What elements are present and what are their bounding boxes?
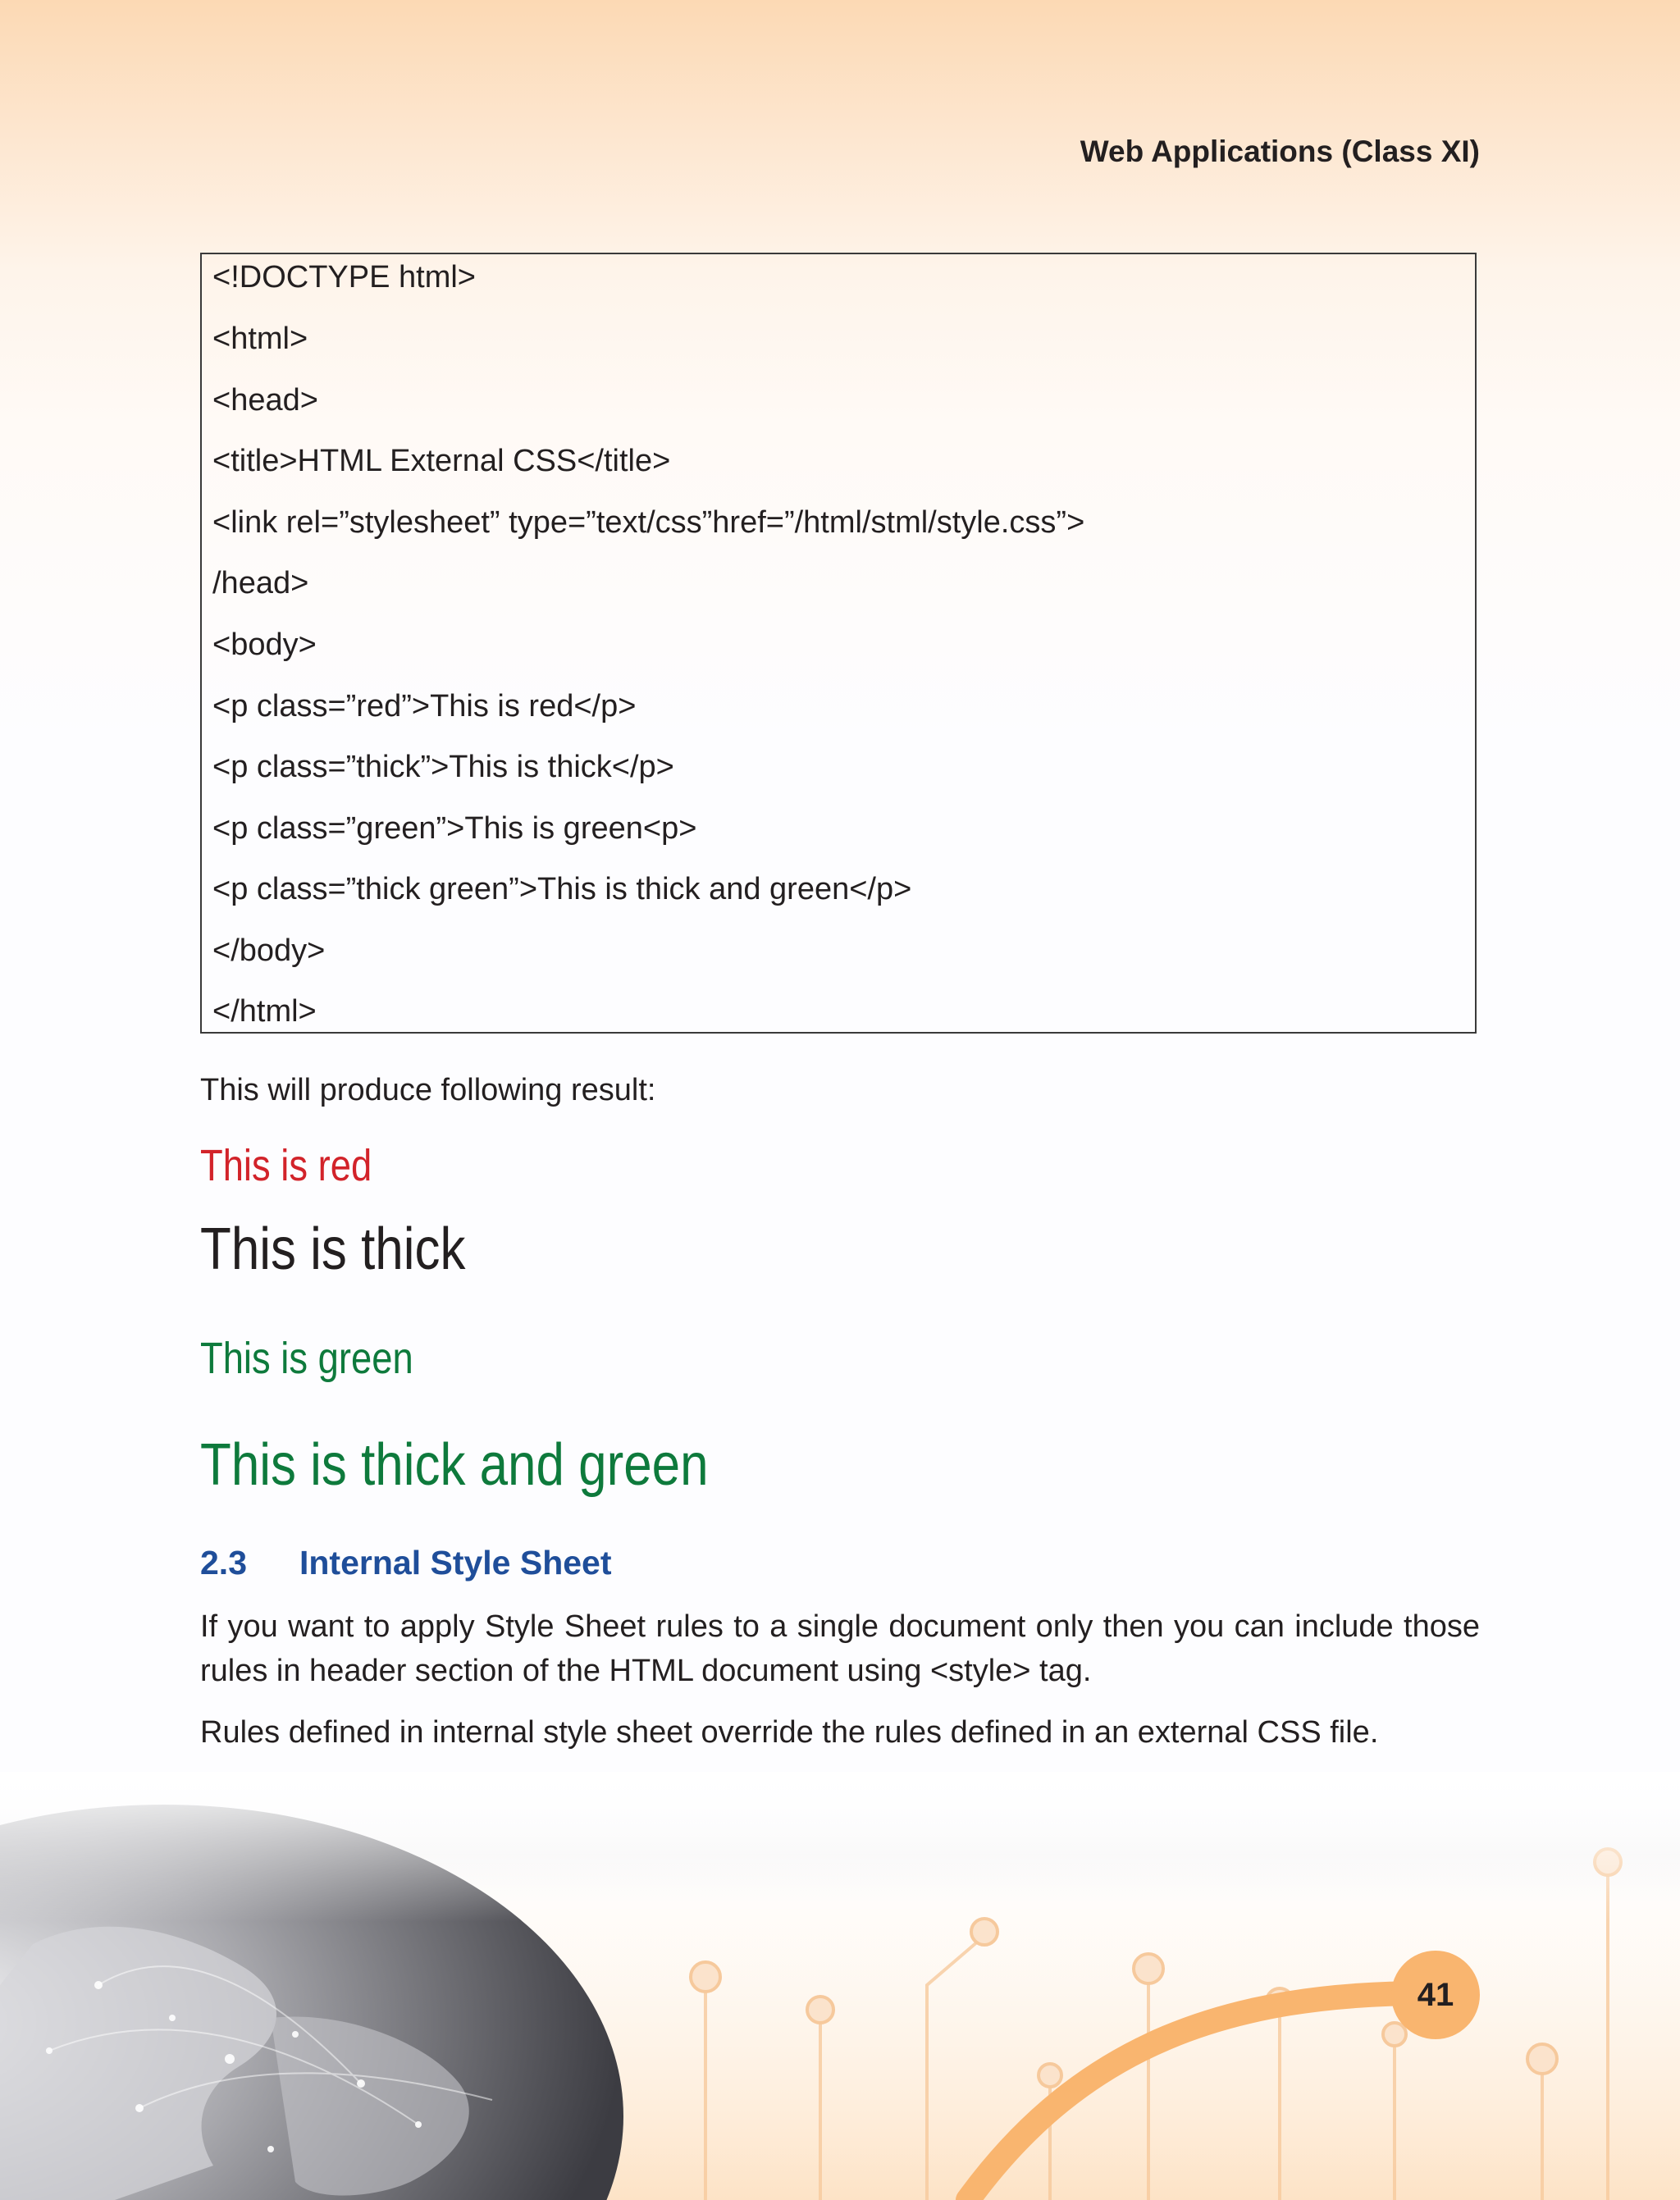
code-line: /head> [212,566,309,600]
section-paragraph: If you want to apply Style Sheet rules to a single document only then you can include those rules in header section of the HTML document using <style> tag. [200,1609,1480,1688]
section-title: Internal Style Sheet [299,1544,612,1582]
code-example-box [200,253,1477,1034]
result-thick-green-text: This is thick and green [200,1432,709,1498]
result-thick-text: This is thick [200,1216,466,1282]
code-line: <head> [212,383,318,418]
result-red-text: This is red [200,1141,372,1190]
code-line: <html> [212,322,308,356]
running-header: Web Applications (Class XI) [1080,135,1480,168]
result-intro-text: This will produce following result: [200,1073,656,1107]
section-number: 2.3 [200,1544,247,1582]
code-line: <p class=”thick green”>This is thick and green</p> [212,872,912,906]
page-number-badge [1391,1951,1480,2039]
code-line: <body> [212,628,317,662]
result-green-text: This is green [200,1334,413,1383]
code-line: <p class=”red”>This is red</p> [212,689,637,723]
code-line: </body> [212,933,326,968]
code-line: <p class=”green”>This is green<p> [212,811,697,846]
code-line: <link rel=”stylesheet” type=”text/css”href=”/html/stml/style.css”> [212,505,1085,540]
section-heading [200,1544,612,1582]
code-line: <title>HTML External CSS</title> [212,444,671,478]
code-line: </html> [212,994,317,1029]
code-line: <!DOCTYPE html> [212,260,476,294]
section-paragraph: Rules defined in internal style sheet override the rules defined in an external CSS file. [200,1715,1379,1750]
page-number: 41 [1417,1976,1454,2013]
code-line: <p class=”thick”>This is thick</p> [212,750,674,784]
